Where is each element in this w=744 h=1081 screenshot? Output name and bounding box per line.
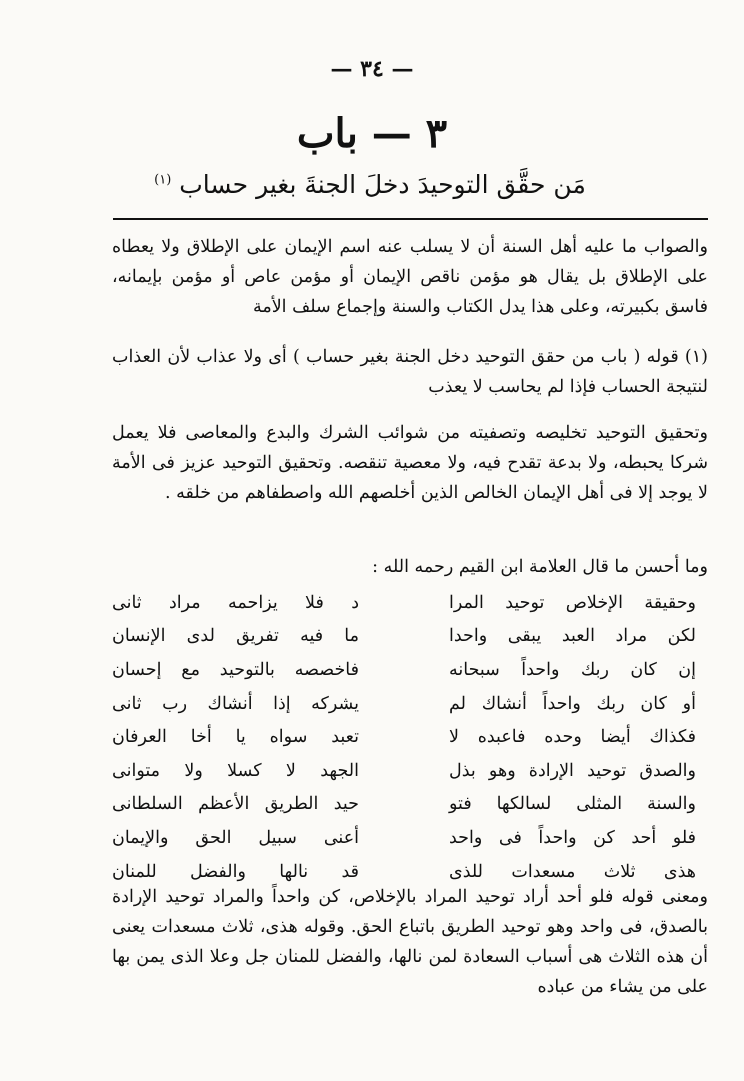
paragraph-text: والصواب ما عليه أهل السنة أن لا يسلب عنه اسم الإيمان على الإطلاق ولا يعطاه على الإطلاق بل يقال هو مؤمن ناقص الإيمان أو مؤمن عاص أو مؤمن بإيمانه، فاسق بكبيرته، وعلى هذا يدل الكتاب والسنة وإجماع سلف الأمة	[112, 237, 708, 317]
poem-first-hemistich: أو كان ربك واحداً أنشاك لم	[449, 693, 696, 714]
poem-second-hemistich: ما فيه تفريق لدى الإنسان	[112, 626, 359, 647]
poem-second-hemistich: حيد الطريق الأعظم السلطانى	[112, 794, 359, 815]
poem-line	[112, 653, 708, 687]
poem-second-hemistich: الجهد لا كسلا ولا متوانى	[112, 760, 359, 781]
poem-first-hemistich: هذى ثلاث مسعدات للذى	[449, 861, 696, 882]
poem-first-hemistich: وحقيقة الإخلاص توحيد المرا	[449, 592, 696, 613]
poem-first-hemistich: فكذاك أيضا وحده فاعبده لا	[449, 727, 696, 748]
paragraph-text: (١) قوله ( باب من حقق التوحيد دخل الجنة بغير حساب ) أى ولا عذاب لأن العذاب لنتيجة الحساب فإذا لم يحاسب لا يعذب	[112, 347, 708, 397]
poem-first-hemistich: لكن مراد العبد يبقى واحدا	[449, 626, 696, 647]
poem-second-hemistich: قد نالها والفضل للمنان	[112, 861, 359, 882]
poem-line	[112, 754, 708, 788]
chapter-title: ٣ — باب	[296, 110, 448, 157]
poem-second-hemistich: فاخصصه بالتوحيد مع إحسان	[112, 659, 359, 680]
paragraph-text: ومعنى قوله فلو أحد أراد توحيد المراد بالإخلاص، كن واحداً والمراد توحيد الإرادة بالصدق، فى واحد وهو توحيد الطريق باتباع الحق. وقوله هذى، ثلاث مسعدات يعنى أن هذه الثلاث هى أسباب السعادة لمن نالها، والفضل للمنان جل وعلا الذى يمن بها على من يشاء من عباده	[112, 887, 708, 997]
poem-second-hemistich: يشركه إذا أنشاك رب ثانى	[112, 693, 359, 714]
poem-line	[112, 720, 708, 754]
poem-first-hemistich: والصدق توحيد الإرادة وهو بذل	[449, 760, 696, 781]
paragraph-continuation	[112, 232, 708, 322]
footnote-mark: (١)	[154, 172, 172, 188]
poem-line	[112, 821, 708, 855]
paragraph-footnote	[112, 342, 708, 402]
poem-line	[112, 586, 708, 620]
poem-second-hemistich: تعبد سواه يا أخا العرفان	[112, 727, 359, 748]
poem-second-hemistich: د فلا يزاحمه مراد ثانى	[112, 592, 359, 613]
poem-line	[112, 687, 708, 721]
poem	[112, 586, 708, 888]
poem-first-hemistich: فلو أحد كن واحداً فى واحد	[449, 827, 696, 848]
poem-line	[112, 788, 708, 822]
paragraph-tahqiq	[112, 418, 708, 508]
page-number: — ٣٤ —	[330, 56, 414, 82]
poem-second-hemistich: أعنى سبيل الحق والإيمان	[112, 827, 359, 848]
paragraph-text: وما أحسن ما قال العلامة ابن القيم رحمه الله :	[372, 557, 708, 577]
poem-first-hemistich: إن كان ربك واحداً سبحانه	[449, 659, 696, 680]
chapter-subtitle-text: مَن حقَّق التوحيدَ دخلَ الجنةَ بغير حساب	[179, 170, 586, 199]
paragraph-explanation	[112, 882, 708, 1002]
chapter-subtitle	[150, 170, 590, 199]
paragraph-text: وتحقيق التوحيد تخليصه وتصفيته من شوائب الشرك والبدع والمعاصى فلا يعمل شركا يحبطه، ولا بدعة تقدح فيه، ولا معصية تنقصه. وتحقيق التوحيد عزيز فى الأمة لا يوجد إلا فى أهل الإيمان الخالص الذين أخلصهم الله واصطفاهم من خلقه .	[112, 423, 708, 503]
poem-first-hemistich: والسنة المثلى لسالكها فتو	[449, 794, 696, 815]
header-divider	[113, 218, 708, 220]
paragraph-intro-poem	[112, 552, 708, 582]
poem-line	[112, 620, 708, 654]
